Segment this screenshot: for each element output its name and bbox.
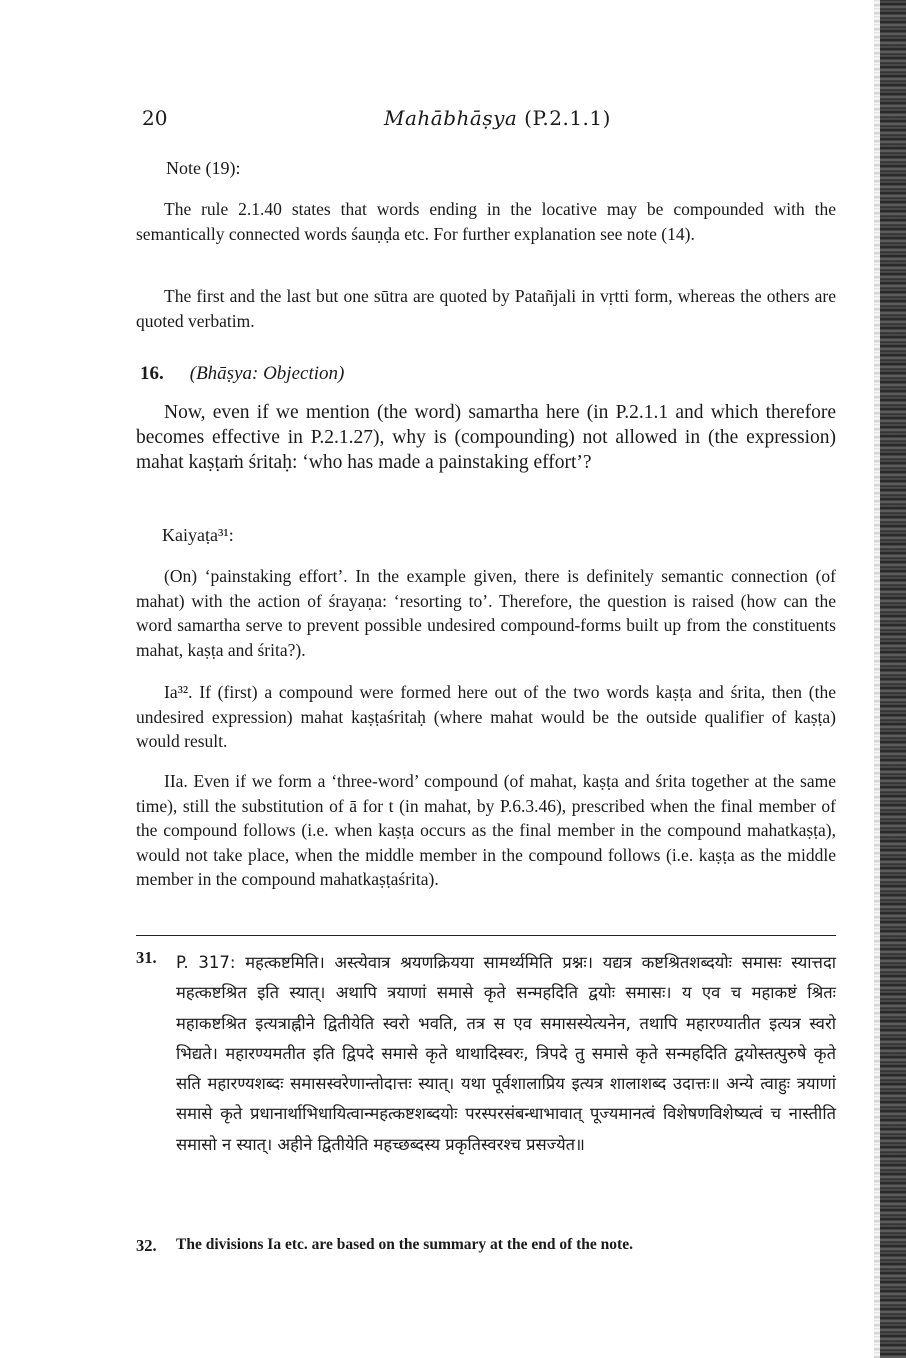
- footnote-31: [136, 948, 836, 1328]
- page-header: [136, 100, 836, 140]
- section-number: 16.: [140, 363, 164, 384]
- page-number: 20: [142, 106, 168, 130]
- note-heading: Note (19):: [166, 158, 241, 178]
- kaiyata-paragraph-2: Ia³². If (first) a compound were formed here out of the two words kaṣṭa and śrita, then (the undesired expression) mahat kaṣṭaśritaḥ (where mahat would be the outside qualifier of kaṣṭa) would result.: [136, 682, 836, 751]
- footnote-31-number: 31.: [136, 948, 157, 967]
- kaiyata-heading: Kaiyaṭa³¹:: [162, 525, 234, 545]
- footnote-divider: [136, 935, 836, 936]
- section-text: Now, even if we mention (the word) samartha here (in P.2.1.1 and which therefore becomes effective in P.2.1.27), why is (compounding) not allowed in (the expression) mahat kaṣṭaṁ śritaḥ: ‘who has made a painstaking effort’?: [136, 402, 836, 473]
- kaiyata-paragraph-1: (On) ‘painstaking effort’. In the example given, there is definitely semantic connection (of mahat) with the action of śrayaṇa: ‘resorting to’. Therefore, the question is raised (how can the word samartha serve to prevent possible undesired compound-forms built up from the constituents mahat, kaṣṭa and śrita?).: [136, 566, 836, 660]
- book-page: [136, 100, 836, 1255]
- running-head-title: Mahābhāṣya: [384, 106, 518, 130]
- note-paragraph-2: The first and the last but one sūtra are quoted by Patañjali in vṛtti form, whereas the others are quoted verbatim.: [136, 286, 836, 331]
- running-head-ref: (P.2.1.1): [524, 106, 611, 130]
- running-head: [384, 106, 611, 130]
- scanned-page-edge: [880, 0, 906, 1358]
- footnote-32-text: The divisions Ia etc. are based on the summary at the end of the note.: [176, 1236, 633, 1253]
- section-heading: [140, 363, 344, 385]
- footnote-32-number: 32.: [136, 1236, 157, 1255]
- kaiyata-paragraph-3: IIa. Even if we form a ‘three-word’ compound (of mahat, kaṣṭa and śrita together at the same time), still the substitution of ā for t (in mahat, by P.6.3.46), prescribed when the final member of the compound follows (i.e. when kaṣṭa occurs as the final member in the compound mahatkaṣṭa), would not take place, when the middle member in the compound follows (i.e. kaṣṭa as the middle member in the compound mahatkaṣṭaśrita).: [136, 771, 836, 889]
- section-label: (Bhāṣya: Objection): [189, 363, 345, 384]
- footnote-31-text: P. 317: महत्कष्टमिति। अस्त्येवात्र श्रयणक्रियया सामर्थ्यमिति प्रश्नः। यद्यत्र कष्टश्रितशब्दयोः समासः स्यात्तदा महत्कष्टश्रित इति स्यात्। अथापि त्रयाणां समासे कृते सन्महदिति द्वयोः समासः। य एव च महाकष्टं श्रितः महाकष्टश्रित इत्यत्राह्नीने द्वितीयेति स्वरो भवति, तत्र स एव समासस्येत्यनेन, तथापि महारण्यातीत इत्यत्र स्वरो भिद्यते। महारण्यमतीत इति द्विपदे समासे कृते थाथादिस्वरः, त्रिपदे तु समासे कृते सन्महदिति द्वयोस्तत्पुरुषे कृते सति महारण्यशब्दः समासस्वरेणान्तोदात्तः स्यात्। यथा पूर्वशालाप्रिय इत्यत्र शालाशब्द उदात्तः॥ अन्ये त्वाहुः त्रयाणां समासे कृते प्रधानार्थाभिधायित्वान्महत्कष्टशब्दयोः परस्परसंबन्धाभावात् पूज्यमानत्वं विशेषणविशेष्यत्वं च नास्तीति समासो न स्यात्। अहीने द्वितीयेति महच्छब्दस्य प्रकृतिस्वरश्च प्रसज्येत॥: [176, 953, 836, 1154]
- note-paragraph-1: The rule 2.1.40 states that words ending in the locative may be compounded with the semantically connected words śauṇḍa etc. For further explanation see note (14).: [136, 199, 836, 244]
